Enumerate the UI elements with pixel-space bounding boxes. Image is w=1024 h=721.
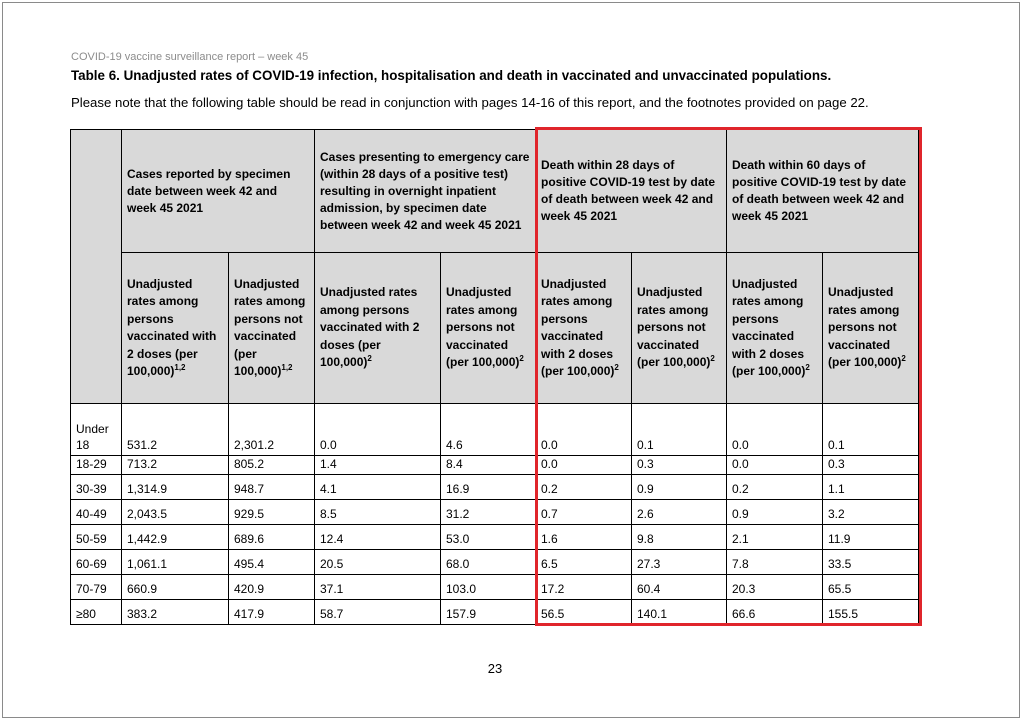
rate-cell: 20.3 bbox=[727, 575, 823, 600]
age-group-cell: 60-69 bbox=[71, 550, 122, 575]
rate-cell: 37.1 bbox=[315, 575, 441, 600]
rate-cell: 417.9 bbox=[229, 600, 315, 625]
rate-cell: 0.0 bbox=[727, 456, 823, 475]
rate-cell: 9.8 bbox=[632, 525, 727, 550]
rate-cell: 0.0 bbox=[315, 404, 441, 456]
rate-cell: 0.2 bbox=[727, 475, 823, 500]
sub-header: Unadjusted rates among persons vaccinated with 2 doses (per 100,000)$^2$ bbox=[315, 253, 441, 404]
table-row bbox=[71, 456, 919, 475]
table-note: Please note that the following table should be read in conjunction with pages 14-16 of this report, and the footnotes provided on page 22. bbox=[71, 95, 869, 110]
rate-cell: 0.1 bbox=[632, 404, 727, 456]
group-header-hospitalisation: Cases presenting to emergency care (within 28 days of a positive test) resulting in overnight inpatient admission, by specimen date between week 42 and week 45 2021 bbox=[315, 130, 536, 253]
age-group-cell: 50-59 bbox=[71, 525, 122, 550]
rate-cell: 1.1 bbox=[823, 475, 919, 500]
rate-cell: 805.2 bbox=[229, 456, 315, 475]
rate-cell: 65.5 bbox=[823, 575, 919, 600]
rate-cell: 0.7 bbox=[536, 500, 632, 525]
rate-cell: 383.2 bbox=[122, 600, 229, 625]
rate-cell: 420.9 bbox=[229, 575, 315, 600]
rate-cell: 0.0 bbox=[536, 404, 632, 456]
table-row bbox=[71, 500, 919, 525]
sub-header: Unadjusted rates among persons not vaccinated (per 100,000)$^{1,2}$ bbox=[229, 253, 315, 404]
table-row bbox=[71, 600, 919, 625]
rate-cell: 495.4 bbox=[229, 550, 315, 575]
rate-cell: 0.3 bbox=[823, 456, 919, 475]
rate-cell: 1.4 bbox=[315, 456, 441, 475]
sub-header: Unadjusted rates among persons not vaccinated (per 100,000)$^2$ bbox=[632, 253, 727, 404]
rate-cell: 11.9 bbox=[823, 525, 919, 550]
rate-cell: 16.9 bbox=[441, 475, 536, 500]
table-row bbox=[71, 525, 919, 550]
rate-cell: 56.5 bbox=[536, 600, 632, 625]
rate-cell: 53.0 bbox=[441, 525, 536, 550]
age-group-cell: 18-29 bbox=[71, 456, 122, 475]
page-number: 23 bbox=[487, 661, 503, 676]
sub-header: Unadjusted rates among persons vaccinated with 2 doses (per 100,000)$^2$ bbox=[536, 253, 632, 404]
age-group-cell: 40-49 bbox=[71, 500, 122, 525]
rate-cell: 0.9 bbox=[727, 500, 823, 525]
rate-cell: 4.6 bbox=[441, 404, 536, 456]
rate-cell: 0.0 bbox=[536, 456, 632, 475]
header-corner bbox=[71, 130, 122, 404]
rate-cell: 33.5 bbox=[823, 550, 919, 575]
rate-cell: 7.8 bbox=[727, 550, 823, 575]
rate-cell: 20.5 bbox=[315, 550, 441, 575]
rate-cell: 0.0 bbox=[727, 404, 823, 456]
age-group-cell: Under 18 bbox=[71, 404, 122, 456]
rate-cell: 0.2 bbox=[536, 475, 632, 500]
rate-cell: 58.7 bbox=[315, 600, 441, 625]
rate-cell: 948.7 bbox=[229, 475, 315, 500]
rate-cell: 68.0 bbox=[441, 550, 536, 575]
rate-cell: 1,314.9 bbox=[122, 475, 229, 500]
rate-cell: 157.9 bbox=[441, 600, 536, 625]
age-group-cell: 30-39 bbox=[71, 475, 122, 500]
running-header: COVID-19 vaccine surveillance report – week 45 bbox=[71, 51, 309, 63]
rate-cell: 27.3 bbox=[632, 550, 727, 575]
rate-cell: 0.9 bbox=[632, 475, 727, 500]
rate-cell: 4.1 bbox=[315, 475, 441, 500]
rate-cell: 0.3 bbox=[632, 456, 727, 475]
rate-cell: 17.2 bbox=[536, 575, 632, 600]
rate-cell: 8.5 bbox=[315, 500, 441, 525]
rate-cell: 1,061.1 bbox=[122, 550, 229, 575]
rate-cell: 929.5 bbox=[229, 500, 315, 525]
rate-cell: 689.6 bbox=[229, 525, 315, 550]
rate-cell: 0.1 bbox=[823, 404, 919, 456]
rate-cell: 2,043.5 bbox=[122, 500, 229, 525]
rate-cell: 2,301.2 bbox=[229, 404, 315, 456]
rate-cell: 660.9 bbox=[122, 575, 229, 600]
group-header-cases: Cases reported by specimen date between week 42 and week 45 2021 bbox=[122, 130, 315, 253]
table-row bbox=[71, 475, 919, 500]
table-row bbox=[71, 550, 919, 575]
table-title: Table 6. Unadjusted rates of COVID-19 infection, hospitalisation and death in vaccinated and unvaccinated populations. bbox=[71, 68, 832, 83]
table-row bbox=[71, 575, 919, 600]
rate-cell: 1.6 bbox=[536, 525, 632, 550]
rate-cell: 8.4 bbox=[441, 456, 536, 475]
rate-cell: 6.5 bbox=[536, 550, 632, 575]
rate-cell: 2.6 bbox=[632, 500, 727, 525]
group-header-death-28: Death within 28 days of positive COVID-19 test by date of death between week 42 and week 45 2021 bbox=[536, 130, 727, 253]
sub-header: Unadjusted rates among persons vaccinated with 2 doses (per 100,000)$^{1,2}$ bbox=[122, 253, 229, 404]
rate-cell: 1,442.9 bbox=[122, 525, 229, 550]
rate-cell: 155.5 bbox=[823, 600, 919, 625]
rate-cell: 2.1 bbox=[727, 525, 823, 550]
age-group-cell: 70-79 bbox=[71, 575, 122, 600]
rate-cell: 531.2 bbox=[122, 404, 229, 456]
rate-cell: 103.0 bbox=[441, 575, 536, 600]
rate-cell: 713.2 bbox=[122, 456, 229, 475]
rate-cell: 140.1 bbox=[632, 600, 727, 625]
group-header-death-60: Death within 60 days of positive COVID-19 test by date of death between week 42 and week 45 2021 bbox=[727, 130, 919, 253]
table-row bbox=[71, 404, 919, 456]
rate-cell: 3.2 bbox=[823, 500, 919, 525]
age-group-cell: ≥80 bbox=[71, 600, 122, 625]
rate-cell: 60.4 bbox=[632, 575, 727, 600]
sub-header: Unadjusted rates among persons not vaccinated (per 100,000)$^2$ bbox=[441, 253, 536, 404]
sub-header: Unadjusted rates among persons vaccinated with 2 doses (per 100,000)$^2$ bbox=[727, 253, 823, 404]
rate-cell: 66.6 bbox=[727, 600, 823, 625]
rates-table bbox=[70, 129, 919, 625]
rate-cell: 31.2 bbox=[441, 500, 536, 525]
sub-header: Unadjusted rates among persons not vaccinated (per 100,000)$^2$ bbox=[823, 253, 919, 404]
rate-cell: 12.4 bbox=[315, 525, 441, 550]
